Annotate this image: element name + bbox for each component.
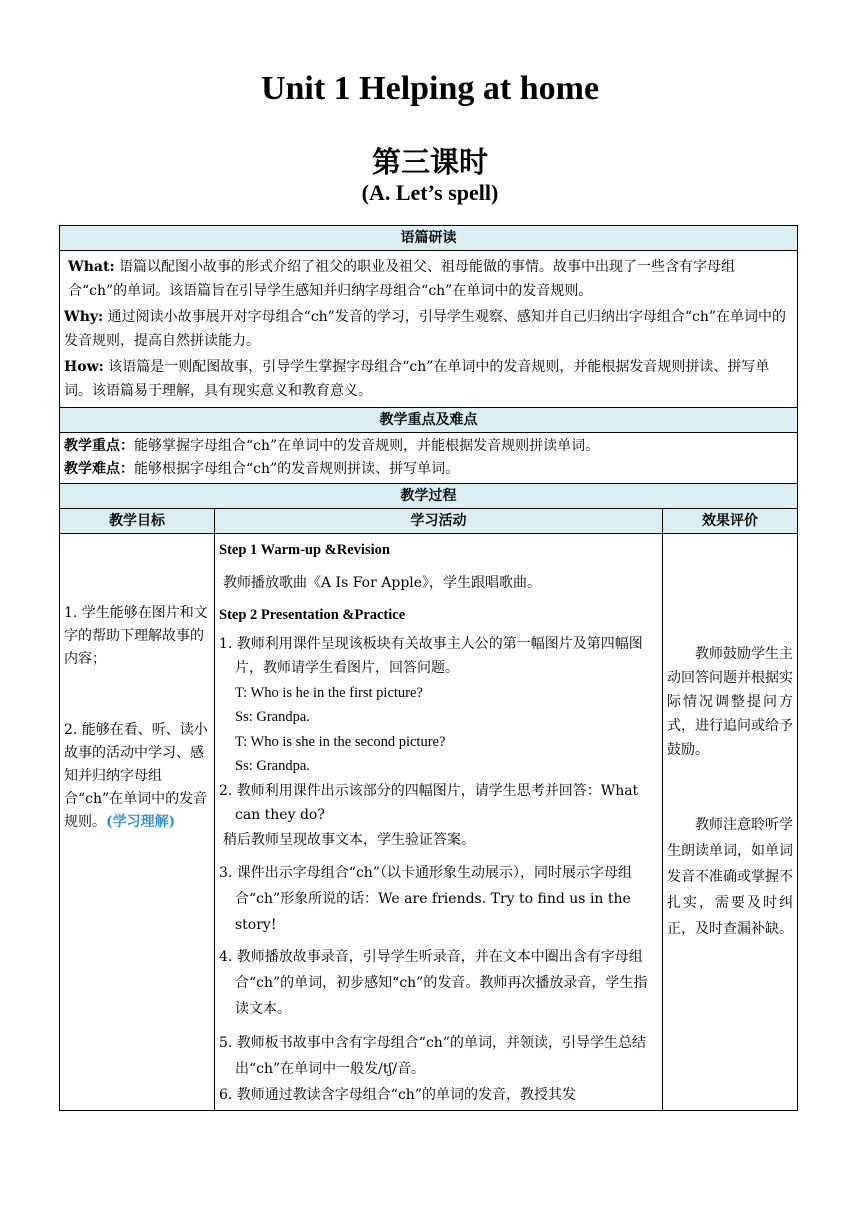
lesson-title: 第三课时	[371, 145, 488, 179]
activity-item-2-extra: 稍后教师呈现故事文本，学生验证答案。	[223, 831, 475, 848]
activity-item-6: 6. 教师通过教读含字母组合“ch”的单词的发音，教授其发	[219, 1087, 576, 1103]
activity-item-2-text: 2. 教师利用课件出示该部分的四幅图片，请学生思考并回答：What can they do?	[219, 782, 639, 823]
key-label: 教学重点：	[64, 438, 134, 454]
diff-text: 能够根据字母组合“ch”的发音规则拼读、拼写单词。	[134, 461, 460, 477]
why-label: Why:	[64, 309, 104, 325]
goal-2	[64, 719, 210, 834]
activity-item-4: 4. 教师播放故事录音，引导学生听录音，并在文本中圈出含有字母组合“ch”的单词，初步感知“ch”的发音。教师再次播放录音，学生指读文本。	[219, 949, 648, 1017]
goal-2-tag: (学习理解)	[106, 814, 176, 830]
diff-label: 教学难点：	[64, 461, 134, 477]
goal-2-text: 2. 能够在看、听、读小故事的活动中学习、感知并归纳字母组合“ch”在单词中的发音规则。	[64, 722, 208, 830]
eval-2: 教师注意聆听学生朗读单词，如单词发音不准确或掌握不扎实，需要及时纠正，及时查漏补缺。	[667, 817, 794, 937]
document-title: Unit 1 Helping at home	[260, 70, 600, 107]
step-2-title: Step 2 Presentation &Practice	[219, 607, 406, 623]
what-text: 语篇以配图小故事的形式介绍了祖父的职业及祖父、祖母能做的事情。故事中出现了一些含有字母组合“ch”的单词。该语篇旨在引导学生感知并归纳字母组合“ch”在单词中的发音规则。	[68, 259, 736, 299]
analysis-cell	[60, 251, 798, 408]
col-activities-header: 学习活动	[215, 509, 663, 534]
focus-heading: 教学重点及难点	[60, 408, 798, 433]
dialog-line-2: Ss: Grandpa.	[235, 709, 310, 725]
eval-1: 教师鼓励学生主动回答问题并根据实际情况调整提问方式，进行追问或给予鼓励。	[667, 646, 794, 758]
activity-item-1-text: 1. 教师利用课件呈现该板块有关故事主人公的第一幅图片及第四幅图片，教师请学生看图片，回答问题。	[219, 635, 643, 676]
difficult-point	[64, 458, 793, 481]
focus-cell	[60, 433, 798, 484]
how-text: 该语篇是一则配图故事，引导学生掌握字母组合“ch”在单词中的发音规则，并能根据发音规则拼读、拼写单词。该语篇易于理解，具有现实意义和教育意义。	[64, 359, 770, 399]
key-point	[64, 435, 793, 458]
activity-item-3: 3. 课件出示字母组合“ch”（以卡通形象生动展示），同时展示字母组合“ch”形象所说的话：We are friends. Try to find us in the story!	[219, 865, 632, 933]
lesson-plan-table	[59, 225, 798, 1111]
how-label: How:	[64, 359, 104, 375]
activity-list	[219, 632, 658, 1109]
section-title: (A. Let’s spell)	[361, 180, 499, 205]
activity-item-5: 5. 教师板书故事中含有字母组合“ch”的单词，并领读，引导学生总结出“ch”在单词中一般发/tʃ/音。	[219, 1035, 646, 1077]
dialog-line-4: Ss: Grandpa.	[235, 758, 310, 774]
goals-cell	[60, 534, 215, 1111]
why-text: 通过阅读小故事展开对字母组合“ch”发音的学习，引导学生观察、感知并自己归纳出字母组合“ch”在单词中的发音规则，提高自然拼读能力。	[64, 309, 787, 349]
what-paragraph	[64, 255, 793, 303]
how-paragraph	[64, 355, 793, 403]
eval-cell	[663, 534, 798, 1111]
process-heading: 教学过程	[60, 484, 798, 509]
activities-cell	[215, 534, 663, 1111]
why-paragraph	[64, 305, 793, 353]
what-label: What:	[68, 259, 115, 275]
key-text: 能够掌握字母组合“ch”在单词中的发音规则，并能根据发音规则拼读单词。	[134, 438, 600, 454]
dialog-line-1: T: Who is he in the first picture?	[235, 684, 423, 701]
col-eval-header: 效果评价	[663, 509, 798, 534]
dialog-line-3: T: Who is she in the second picture?	[235, 733, 446, 750]
analysis-heading: 语篇研读	[60, 226, 798, 251]
step-1-text: 教师播放歌曲《A Is For Apple》，学生跟唱歌曲。	[223, 574, 542, 591]
col-goals-header: 教学目标	[60, 509, 215, 534]
step-1-title: Step 1 Warm-up &Revision	[219, 542, 390, 558]
activity-item-1	[219, 632, 658, 779]
goal-1: 1. 学生能够在图片和文字的帮助下理解故事的内容；	[64, 605, 208, 667]
activity-item-2	[219, 779, 658, 853]
